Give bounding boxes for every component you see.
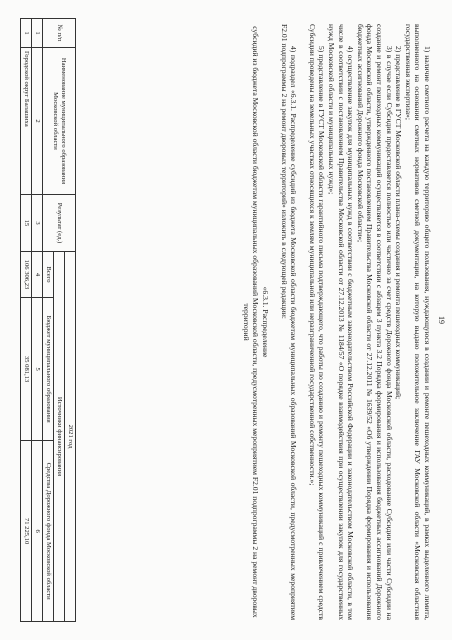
row-num: 1 xyxy=(21,19,32,48)
subsidy-table xyxy=(20,18,76,622)
page-number: 19 xyxy=(437,316,446,324)
row-municipal-budget: 35 081,13 xyxy=(21,298,32,441)
header-result: Результат (ед.) xyxy=(43,195,76,252)
rotated-page-content xyxy=(6,10,446,630)
paragraph-5: 5) представление в ГУСТ Московской области гарантийного письма подтверждающего, что работы по созданию и ремонту пешеходных коммуникаций с привлечением средств Субсидии проведены на земельных участках относящихся к землям муниципальной или неразграниченной государственной собственности.»; xyxy=(307,24,327,620)
paragraph-2: 2) представление в ГУСТ Московской области плана-схемы создания и ремонта пешеходных коммуникаций; xyxy=(394,46,404,400)
section-heading: «6.3.1. Распределение xyxy=(261,286,271,358)
row-total: 106 306,23 xyxy=(21,252,32,298)
paragraph-6: 4) подраздел «6.3.1. Распределение субсидий из бюджета Московской области бюджетам муниципальных образований Московской области, предусмотренных мероприятием F2.01 подпрограммы 2 на ремонт дворовых территорий» изложить в следующей редакции: xyxy=(279,24,299,620)
header-road-fund: Средства Дорожного фонда Московской области xyxy=(43,441,54,622)
column-number: 6 xyxy=(32,441,43,622)
row-municipality: Городской округ Балашиха xyxy=(21,48,32,195)
paragraph-1: 1) наличие сметного расчета на каждую территорию общего пользования, нуждающуюся в создании и ремонте пешеходных коммуникаций, в рамках выделенного лимита, выполненного на основании сметных нормативов сметной документации, на которую выдано положительное заключение ГАУ Московской области «Московская областная государственная экспертиза»; xyxy=(403,24,432,620)
column-number: 1 xyxy=(32,19,43,48)
row-road-fund: 71 225,10 xyxy=(21,441,32,622)
row-result: 15 xyxy=(21,195,32,252)
paragraph-3: 3) в случае если Субсидия предоставляется полностью или частично за счет средств Дорожного фонда Московской области, расходование Субсидии или части Субсидии на создание и ремонт пешеходных коммуникаций осуществляется в соответствии с абзацем 3 пункта 3.2 Порядка формирования и использования бюджетных ассигнований Дорожного фонда Московской области, утвержденного постановлением Правительства Московской области от 27.12.2011 № 1639/52 «Об утверждении Порядка формирования и использования бюджетных ассигнований Дорожного фонда Московской области»; xyxy=(355,24,394,620)
header-year: 2021 год xyxy=(65,252,76,622)
table-row xyxy=(21,19,32,622)
paragraph-4: 4) осуществление закупок для муниципальных нужд в соответствии с бюджетным законодательством Российской Федерации и законодательством Московской области, в том числе в соответствии с постановлением Правительства Московской области от 27.12.2013 № 1184/57 «О порядке взаимодействия при осуществлении закупок для государственных нужд Московской области и муниципальных нужд»; xyxy=(327,24,356,620)
document-body xyxy=(241,24,432,620)
header-total: Всего xyxy=(43,252,54,298)
column-number: 5 xyxy=(32,298,43,441)
column-number-row xyxy=(32,19,43,622)
header-municipality: Наименование муниципального образования Московской области xyxy=(43,48,76,195)
header-municipal-budget: Бюджет муниципального образования xyxy=(43,298,54,441)
column-number: 2 xyxy=(32,48,43,195)
section-subheading: субсидий из бюджета Московской области бюджетам муниципальных образований Московской области, предусмотренных мероприятием F2.01 подпрограммы 2 на ремонт дворовых территорий xyxy=(241,26,261,618)
column-number: 4 xyxy=(32,252,43,298)
column-number: 3 xyxy=(32,195,43,252)
header-sources: Источники финансирования xyxy=(54,252,65,622)
header-num: № п/п xyxy=(43,19,76,48)
